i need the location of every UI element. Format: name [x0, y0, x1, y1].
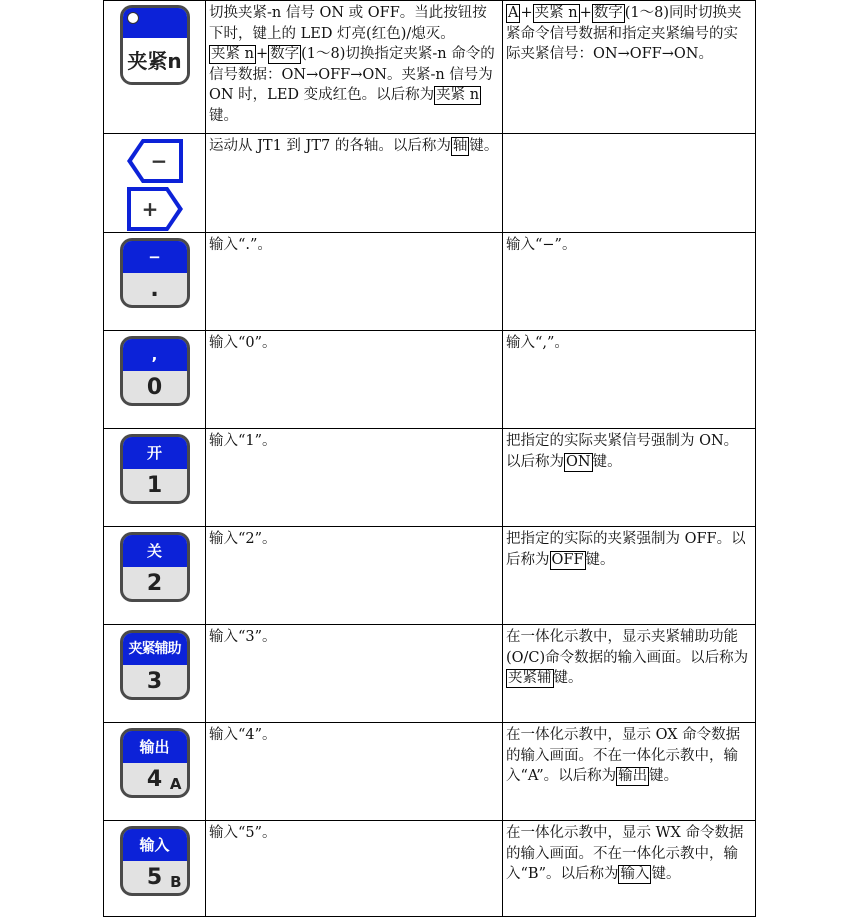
- key-sub-label: A: [169, 774, 182, 793]
- key-extra-description: [503, 134, 756, 233]
- key-top-label: ,: [123, 339, 187, 371]
- key-description: 输入“.”。: [206, 233, 503, 331]
- key-label: 3: [146, 669, 163, 694]
- key-icon-cell: [104, 429, 206, 527]
- key-icon-cell: [104, 331, 206, 429]
- table-row: [104, 134, 756, 233]
- key-top-label: 开: [123, 437, 187, 469]
- key-extra-description: 把指定的实际的夹紧强制为 OFF。以后称为 OFF 键。: [503, 527, 756, 625]
- axis-plus-key-icon: [126, 186, 184, 232]
- key-extra-description: 把指定的实际夹紧信号强制为 ON。以后称为 ON 键。: [503, 429, 756, 527]
- led-indicator-icon: [127, 12, 139, 24]
- key-top-label: 输入: [123, 829, 187, 861]
- one-key-icon: [120, 434, 190, 504]
- key-icon-cell: [104, 1, 206, 134]
- clamp-n-key-icon: [120, 5, 190, 85]
- key-ref: 数字: [593, 5, 623, 21]
- four-key-icon: [120, 728, 190, 798]
- three-key-icon: [120, 630, 190, 700]
- table-row: [104, 625, 756, 723]
- table-row: [104, 429, 756, 527]
- axis-minus-key-icon: [126, 138, 184, 184]
- key-icon-cell: [104, 821, 206, 917]
- key-label: 0: [146, 375, 163, 400]
- key-ref: A: [508, 5, 519, 21]
- key-top-label: 输出: [123, 731, 187, 763]
- key-description: 输入“5”。: [206, 821, 503, 917]
- key-extra-description: 在一体化示教中，显示 WX 命令数据的输入画面。不在一体化示教中，输入“B”。以后称为 输入 键。: [503, 821, 756, 917]
- table-row: [104, 821, 756, 917]
- key-ref: 夹紧 n: [534, 5, 578, 21]
- key-extra-description: A + 夹紧 n + 数字 (1～8)同时切换夹紧命令信号数据和指定夹紧编号的实际夹紧信号：ON→OFF→ON。: [503, 1, 756, 134]
- key-label: 4: [146, 767, 163, 792]
- key-icon-cell: [104, 723, 206, 821]
- key-ref: 输出: [618, 768, 648, 784]
- table-row: [104, 1, 756, 134]
- key-extra-description: 输入“−”。: [503, 233, 756, 331]
- key-ref: ON: [566, 453, 591, 470]
- key-label: 5: [146, 865, 163, 890]
- key-label: 夹紧n: [123, 38, 187, 82]
- key-top-label: 关: [123, 535, 187, 567]
- key-description: 切换夹紧-n 信号 ON 或 OFF。当此按钮按下时，键上的 LED 灯亮(红色)/熄灭。夹紧 n + 数字 (1～8)切换指定夹紧-n 命令的信号数据：ON→OFF→ON。夹紧-n 信号为 ON 时，LED 变成红色。以后称为 夹紧 n键。: [206, 1, 503, 134]
- key-icon-cell: [104, 233, 206, 331]
- key-ref: 轴: [452, 138, 468, 154]
- two-key-icon: [120, 532, 190, 602]
- key-ref: 输入: [620, 866, 650, 882]
- key-description: 输入“2”。: [206, 527, 503, 625]
- key-icon-cell: [104, 527, 206, 625]
- key-label: 2: [146, 571, 163, 596]
- key-extra-description: 在一体化示教中，显示 OX 命令数据的输入画面。不在一体化示教中，输入“A”。以后称为 输出 键。: [503, 723, 756, 821]
- axis-plus-label: +: [141, 197, 158, 221]
- key-ref: 夹紧 n: [211, 46, 254, 62]
- key-top-label: −: [123, 241, 187, 273]
- key-description: 输入“1”。: [206, 429, 503, 527]
- key-label: .: [150, 277, 159, 302]
- key-extra-description: 在一体化示教中，显示夹紧辅助功能(O/C)命令数据的输入画面。以后称为夹紧辅 键。: [503, 625, 756, 723]
- table-row: [104, 331, 756, 429]
- key-description: 输入“3”。: [206, 625, 503, 723]
- key-label: 1: [146, 473, 163, 498]
- key-description: 运动从 JT1 到 JT7 的各轴。以后称为 轴 键。: [206, 134, 503, 233]
- five-key-icon: [120, 826, 190, 896]
- minus-dot-key-icon: [120, 238, 190, 308]
- table-row: [104, 233, 756, 331]
- key-icon-cell: [104, 625, 206, 723]
- key-ref: OFF: [551, 551, 584, 568]
- key-sub-label: B: [170, 872, 182, 891]
- key-description: 输入“0”。: [206, 331, 503, 429]
- key-ref: 夹紧辅: [508, 670, 552, 686]
- key-icon-cell: [104, 134, 206, 233]
- key-description-table: [103, 0, 756, 917]
- key-ref: 夹紧 n: [436, 87, 480, 103]
- key-top-label: 夹紧辅助: [123, 633, 187, 665]
- table-row: [104, 527, 756, 625]
- key-description: 输入“4”。: [206, 723, 503, 821]
- table-row: [104, 723, 756, 821]
- zero-key-icon: [120, 336, 190, 406]
- key-ref: 数字: [270, 46, 300, 62]
- key-extra-description: 输入“,”。: [503, 331, 756, 429]
- axis-minus-label: −: [150, 149, 167, 173]
